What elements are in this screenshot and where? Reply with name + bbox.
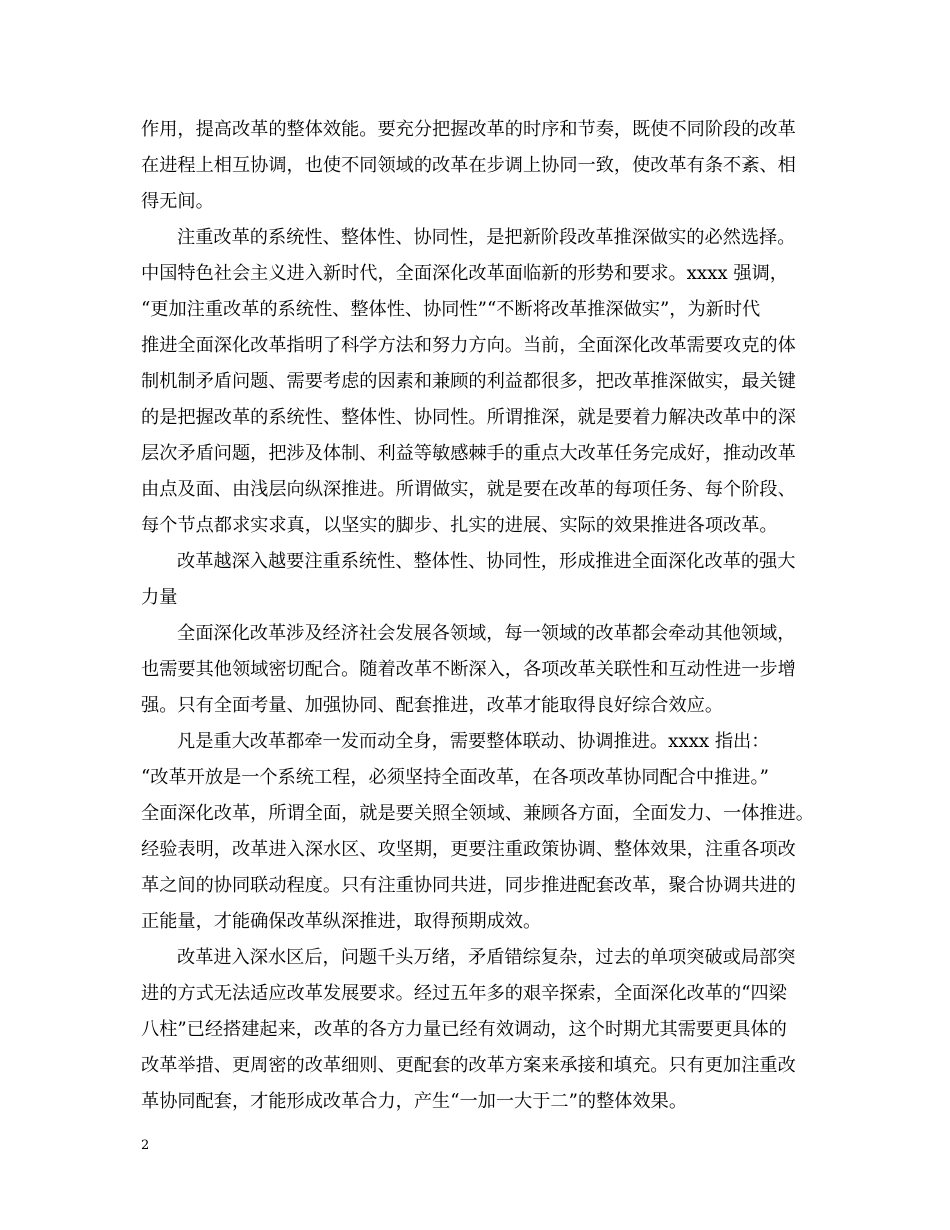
text-line: 正能量，才能确保改革纵深推进，取得预期成效。 — [141, 911, 542, 932]
text-line: 推进全面深化改革指明了科学方法和努力方向。当前，全面深化改革需要攻克的体 — [141, 335, 796, 356]
text-line: 每个节点都求实求真，以坚实的脚步、扎实的进展、实际的效果推进各项改革。 — [141, 515, 778, 536]
paragraph-first-line: 全面深化改革涉及经济社会发展各领域，每一领域的改革都会牵动其他领域， — [177, 623, 796, 644]
paragraph-first-line: 注重改革的系统性、整体性、协同性，是把新阶段改革推深做实的必然选择。 — [177, 227, 796, 248]
text-line: 在进程上相互协调，也使不同领域的改革在步调上协同一致，使改革有条不紊、相 — [141, 155, 796, 176]
text-line: 层次矛盾问题，把涉及体制、利益等敏感棘手的重点大改革任务完成好，推动改革 — [141, 443, 796, 464]
text-line: 进的方式无法适应改革发展要求。经过五年多的艰辛探索，全面深化改革的“四梁 — [141, 983, 787, 1004]
text-line: “更加注重改革的系统性、整体性、协同性”“不断将改革推深做实”，为新时代 — [141, 299, 761, 320]
text-line: 也需要其他领域密切配合。随着改革不断深入，各项改革关联性和互动性进一步增 — [141, 659, 796, 680]
section-heading-line: 力量 — [141, 587, 178, 608]
text-line: 革之间的协同联动程度。只有注重协同共进，同步推进配套改革，聚合协调共进的 — [141, 875, 796, 896]
text-line: 得无间。 — [141, 191, 214, 212]
text-line: 革协同配套，才能形成改革合力，产生“一加一大于二”的整体效果。 — [141, 1091, 688, 1112]
text-line: 制机制矛盾问题、需要考虑的因素和兼顾的利益都很多，把改革推深做实，最关键 — [141, 371, 796, 392]
text-line: 改革举措、更周密的改革细则、更配套的改革方案来承接和填充。只有更加注重改 — [141, 1055, 796, 1076]
paragraph-first-line: 改革进入深水区后，问题千头万绪，矛盾错综复杂，过去的单项突破或局部突 — [177, 947, 796, 968]
text-line: 作用，提高改革的整体效能。要充分把握改革的时序和节奏，既使不同阶段的改革 — [141, 119, 796, 140]
section-heading-line: 改革越深入越要注重系统性、整体性、协同性，形成推进全面深化改革的强大 — [177, 551, 796, 572]
text-line: 经验表明，改革进入深水区、攻坚期，更要注重政策协调、整体效果，注重各项改 — [141, 839, 796, 860]
page-number: 2 — [141, 1138, 150, 1153]
text-line: 全面深化改革，所谓全面，就是要关照全领域、兼顾各方面，全面发力、一体推进。 — [141, 803, 814, 824]
text-line: 由点及面、由浅层向纵深推进。所谓做实，就是要在改革的每项任务、每个阶段、 — [141, 479, 796, 500]
text-line: 中国特色社会主义进入新时代，全面深化改革面临新的形势和要求。xxxx 强调， — [141, 263, 788, 284]
text-line: “改革开放是一个系统工程，必须坚持全面改革，在各项改革协同配合中推进。” — [141, 767, 769, 788]
text-line: 强。只有全面考量、加强协同、配套推进，改革才能取得良好综合效应。 — [141, 695, 724, 716]
paragraph-first-line: 凡是重大改革都牵一发而动全身，需要整体联动、协调推进。xxxx 指出： — [177, 731, 770, 752]
text-line: 的是把握改革的系统性、整体性、协同性。所谓推深，就是要着力解决改革中的深 — [141, 407, 796, 428]
text-line: 八柱”已经搭建起来，改革的各方力量已经有效调动，这个时期尤其需要更具体的 — [141, 1019, 787, 1040]
